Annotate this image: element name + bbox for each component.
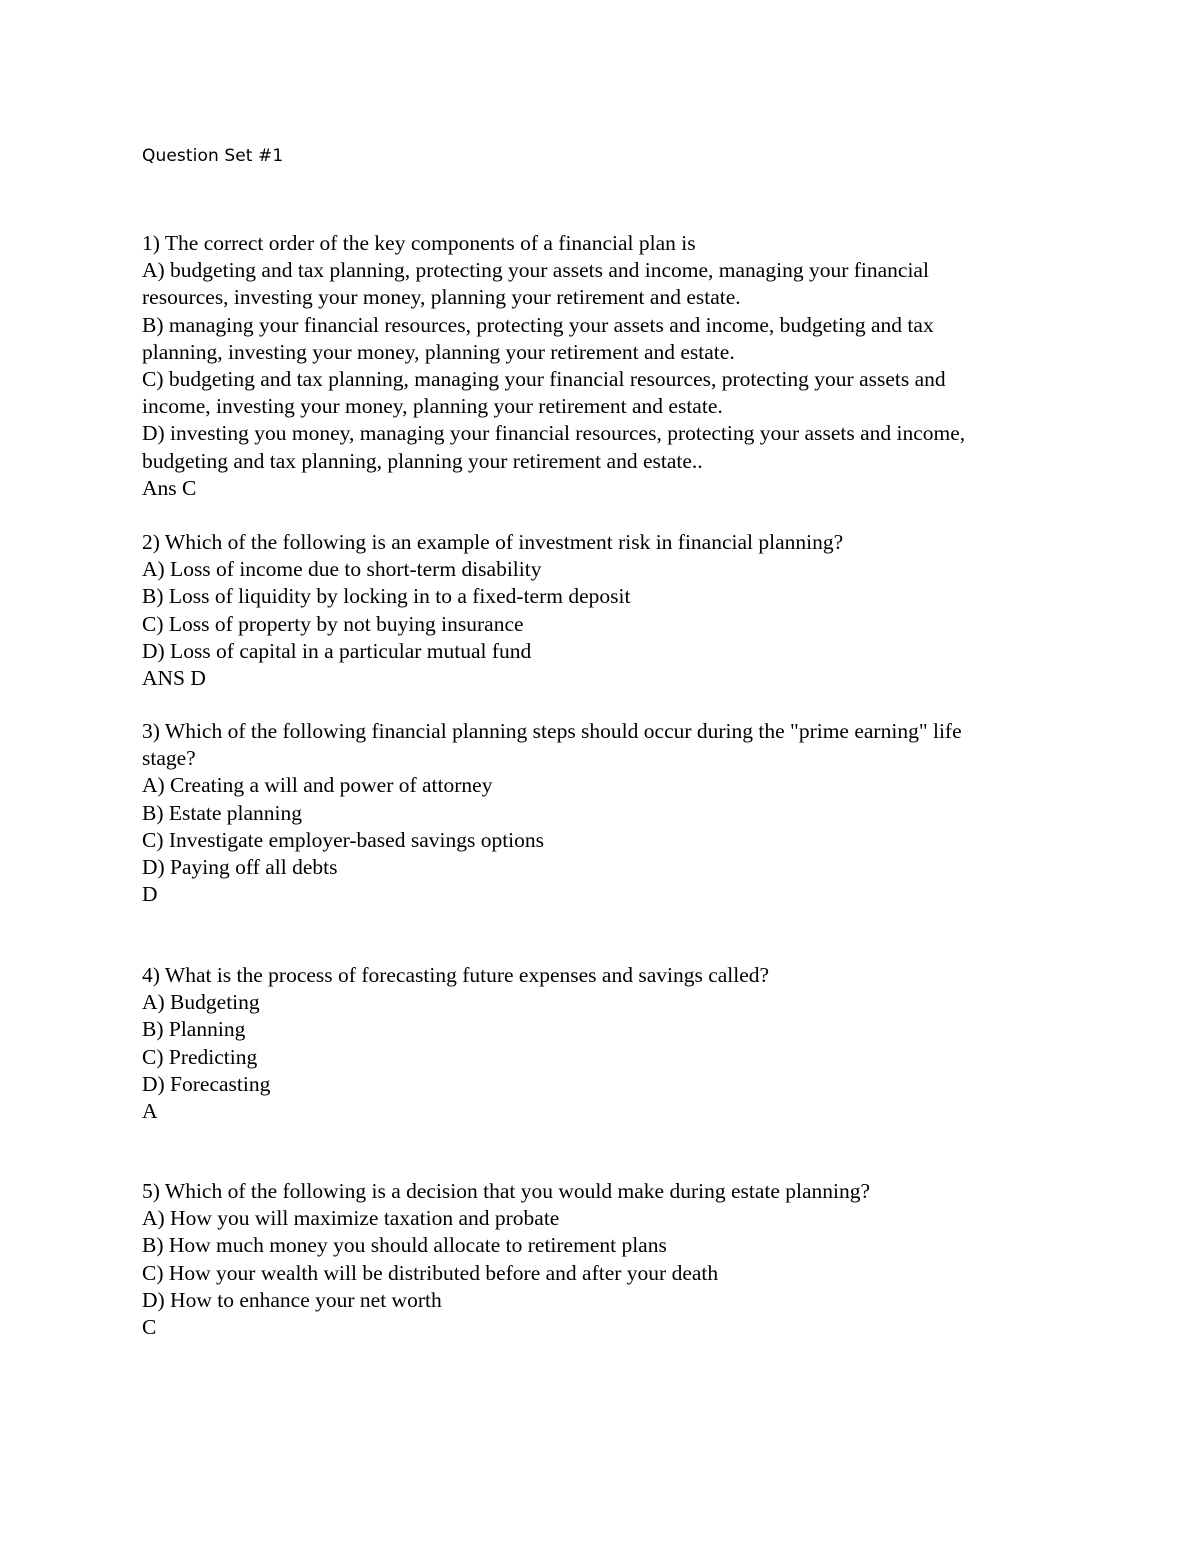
question-5-option-b: B) How much money you should allocate to retirement plans [142, 1233, 667, 1258]
question-4-option-d: D) Forecasting [142, 1071, 271, 1096]
question-4-option-b: B) Planning [142, 1017, 246, 1042]
question-2-option-d: D) Loss of capital in a particular mutual fund [142, 638, 532, 663]
question-3-option-d: D) Paying off all debts [142, 855, 338, 880]
question-5-answer: C [142, 1315, 157, 1340]
question-1-option-d-line-1: D) investing you money, managing your financial resources, protecting your assets and income, [142, 421, 966, 446]
question-3-option-c: C) Investigate employer-based savings options [142, 827, 545, 852]
question-1-option-c-line-2: income, investing your money, planning your retirement and estate. [142, 394, 723, 419]
question-block-3 [142, 718, 1062, 908]
question-set-title: Question Set #1 [142, 146, 284, 166]
question-block-4 [142, 962, 1062, 1125]
question-5-option-c: C) How your wealth will be distributed before and after your death [142, 1260, 719, 1285]
question-3-option-b: B) Estate planning [142, 800, 303, 825]
question-3-text-line-2: stage? [142, 746, 196, 771]
question-2-option-a: A) Loss of income due to short-term disability [142, 557, 542, 582]
question-3-text-line-1: 3) Which of the following financial planning steps should occur during the "prime earning" life [142, 719, 962, 743]
question-1-answer: Ans C [142, 475, 197, 500]
question-1-option-b-line-2: planning, investing your money, planning your retirement and estate. [142, 339, 735, 364]
question-3-answer: D [142, 882, 158, 907]
question-1-option-a-line-1: A) budgeting and tax planning, protecting your assets and income, managing your financial [142, 258, 929, 283]
question-block-1 [142, 230, 1062, 502]
question-2-option-b: B) Loss of liquidity by locking in to a fixed-term deposit [142, 584, 631, 609]
question-5-option-d: D) How to enhance your net worth [142, 1287, 442, 1312]
question-3-option-a: A) Creating a will and power of attorney [142, 773, 493, 798]
question-block-2 [142, 529, 1062, 692]
question-2-option-c: C) Loss of property by not buying insurance [142, 611, 524, 636]
question-1-option-d-line-2: budgeting and tax planning, planning your retirement and estate.. [142, 448, 703, 473]
question-4-answer: A [142, 1099, 158, 1124]
question-4-option-a: A) Budgeting [142, 990, 260, 1015]
question-2-answer: ANS D [142, 666, 206, 691]
question-2-text: 2) Which of the following is an example of investment risk in financial planning? [142, 530, 844, 554]
question-5-text: 5) Which of the following is a decision that you would make during estate planning? [142, 1179, 871, 1203]
question-block-5 [142, 1178, 1062, 1341]
question-1-option-a-line-2: resources, investing your money, planning your retirement and estate. [142, 285, 741, 310]
question-4-text: 4) What is the process of forecasting future expenses and savings called? [142, 963, 770, 987]
question-1-text: 1) The correct order of the key components of a financial plan is [142, 231, 696, 255]
question-1-option-c-line-1: C) budgeting and tax planning, managing your financial resources, protecting your assets and [142, 367, 946, 392]
question-4-option-c: C) Predicting [142, 1044, 258, 1069]
question-5-option-a: A) How you will maximize taxation and probate [142, 1206, 560, 1231]
question-1-option-b-line-1: B) managing your financial resources, protecting your assets and income, budgeting and tax [142, 312, 934, 337]
